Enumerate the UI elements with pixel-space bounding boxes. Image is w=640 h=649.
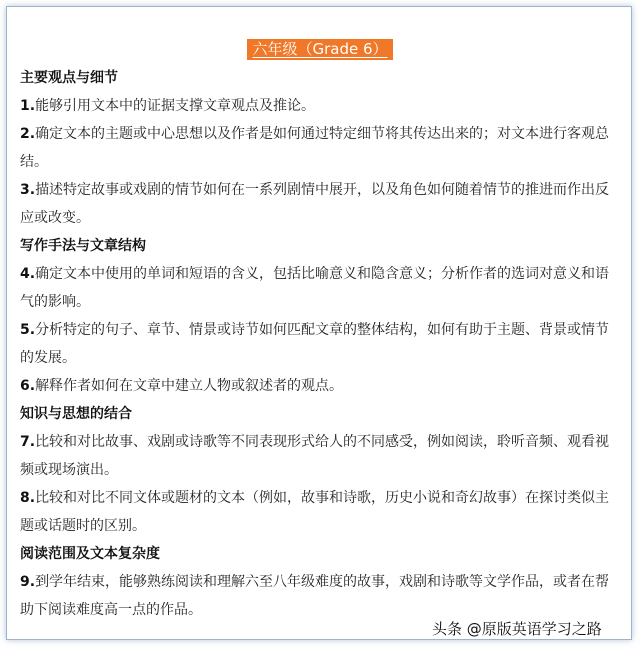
list-item <box>20 484 620 540</box>
list-item <box>20 568 620 624</box>
list-item <box>20 176 620 232</box>
section-heading: 知识与思想的结合 <box>20 406 132 422</box>
item-text: 比较和对比不同文体或题材的文本（例如，故事和诗歌，历史小说和奇幻故事）在探讨类似主题或话题时的区别。 <box>20 490 610 534</box>
item-number: 8. <box>20 490 36 506</box>
item-number: 4. <box>20 266 36 282</box>
item-text: 解释作者如何在文章中建立人物或叙述者的观点。 <box>35 378 344 394</box>
list-item <box>20 120 620 176</box>
watermark: 头条 @原版英语学习之路 <box>432 620 602 638</box>
item-number: 5. <box>20 322 36 338</box>
item-text: 比较和对比故事、戏剧或诗歌等不同表现形式给人的不同感受，例如阅读，聆听音频、观看视频或现场演出。 <box>20 434 610 478</box>
list-item <box>20 316 620 372</box>
section-heading: 写作手法与文章结构 <box>20 238 146 254</box>
page-title: 六年级（Grade 6） <box>247 39 392 60</box>
list-item <box>20 92 620 120</box>
list-item <box>20 260 620 316</box>
item-text: 到学年结束，能够熟练阅读和理解六至八年级难度的故事，戏剧和诗歌等文学作品，或者在帮助下阅读难度高一点的作品。 <box>20 574 610 618</box>
list-item <box>20 428 620 484</box>
section-heading: 阅读范围及文本复杂度 <box>20 546 160 562</box>
title-wrap <box>0 39 640 60</box>
item-number: 9. <box>20 574 36 590</box>
item-text: 描述特定故事或戏剧的情节如何在一系列剧情中展开，以及角色如何随着情节的推进而作出反应或改变。 <box>20 182 610 226</box>
item-number: 1. <box>20 98 36 114</box>
item-text: 能够引用文本中的证据支撑文章观点及推论。 <box>35 98 316 114</box>
standards-content <box>20 64 620 624</box>
section-heading: 主要观点与细节 <box>20 70 118 86</box>
item-text: 确定文本中使用的单词和短语的含义，包括比喻意义和隐含意义；分析作者的选词对意义和语气的影响。 <box>20 266 610 310</box>
item-text: 分析特定的句子、章节、情景或诗节如何匹配文章的整体结构，如何有助于主题、背景或情节的发展。 <box>20 322 610 366</box>
item-text: 确定文本的主题或中心思想以及作者是如何通过特定细节将其传达出来的；对文本进行客观总结。 <box>20 126 610 170</box>
item-number: 7. <box>20 434 36 450</box>
item-number: 6. <box>20 378 36 394</box>
list-item <box>20 372 620 400</box>
item-number: 3. <box>20 182 36 198</box>
item-number: 2. <box>20 126 36 142</box>
